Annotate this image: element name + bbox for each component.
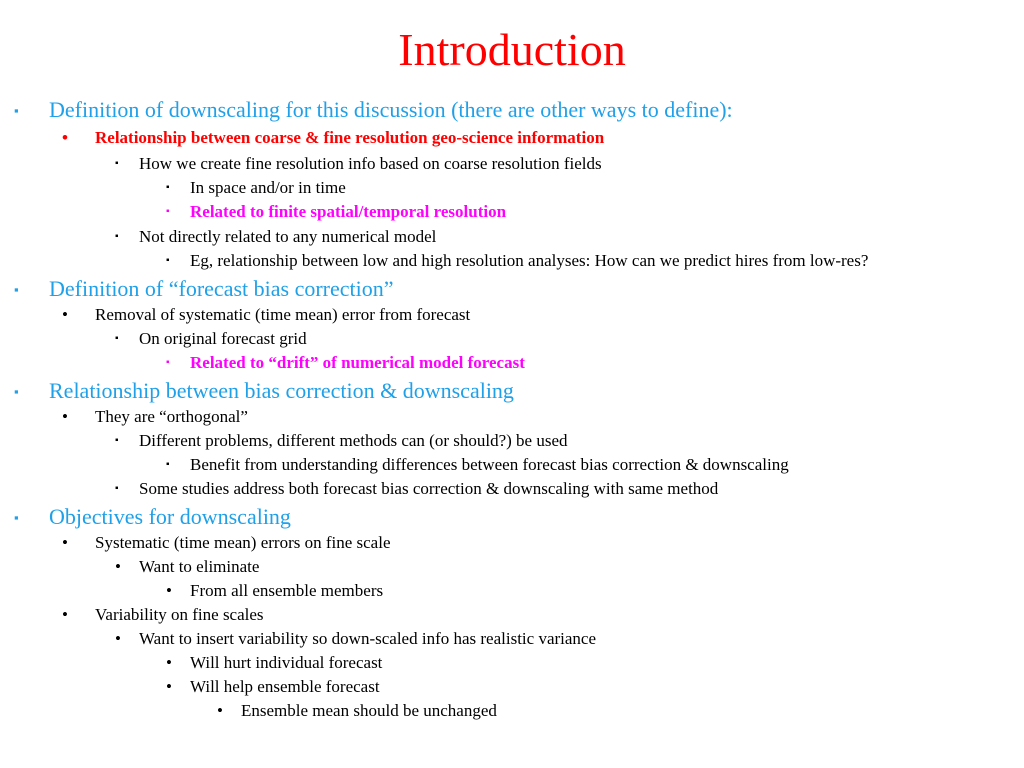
bullet-text: Want to eliminate <box>139 557 260 576</box>
dot-bullet-icon: • <box>62 305 68 324</box>
bullet-text: Not directly related to any numerical model <box>139 227 437 246</box>
square-bullet-icon: ▪ <box>166 206 170 217</box>
bullet-text: Removal of systematic (time mean) error from forecast <box>95 305 471 324</box>
bullet-text: Systematic (time mean) errors on fine scale <box>95 533 391 552</box>
square-bullet-icon: ▪ <box>115 435 119 446</box>
square-bullet-icon: ▪ <box>166 459 170 470</box>
dot-bullet-icon: • <box>166 581 172 600</box>
bullet-text: They are “orthogonal” <box>95 407 248 426</box>
bullet-text: Different problems, different methods can (or should?) be used <box>139 431 568 450</box>
bullet-text: Will help ensemble forecast <box>190 677 380 696</box>
bullet-text: Definition of “forecast bias correction” <box>49 276 394 301</box>
square-bullet-icon: ▪ <box>14 282 19 297</box>
dot-bullet-icon: • <box>115 629 121 648</box>
dot-bullet-icon: • <box>115 557 121 576</box>
bullet-text: In space and/or in time <box>190 178 346 197</box>
square-bullet-icon: ▪ <box>166 255 170 266</box>
bullet-text: Benefit from understanding differences between forecast bias correction & downscaling <box>190 455 789 474</box>
bullet-text: Some studies address both forecast bias correction & downscaling with same method <box>139 479 719 498</box>
bullet-text: Eg, relationship between low and high resolution analyses: How can we predict hires from low-res? <box>190 251 869 270</box>
square-bullet-icon: ▪ <box>115 231 119 242</box>
square-bullet-icon: ▪ <box>115 158 119 169</box>
bullet-text: From all ensemble members <box>190 581 384 600</box>
bullet-text: Objectives for downscaling <box>49 504 291 529</box>
square-bullet-icon: ▪ <box>14 510 19 525</box>
bullet-text: How we create fine resolution info based on coarse resolution fields <box>139 154 602 173</box>
dot-bullet-icon: • <box>217 701 223 720</box>
bullet-text: Variability on fine scales <box>95 605 264 624</box>
dot-bullet-icon: • <box>62 128 68 147</box>
bullet-text: Want to insert variability so down-scaled info has realistic variance <box>139 629 597 648</box>
bullet-text: Related to “drift” of numerical model forecast <box>190 353 525 372</box>
bullet-text: Ensemble mean should be unchanged <box>241 701 497 720</box>
bullet-text: Will hurt individual forecast <box>190 653 383 672</box>
square-bullet-icon: ▪ <box>14 103 19 118</box>
square-bullet-icon: ▪ <box>166 182 170 193</box>
bullet-text: Relationship between bias correction & downscaling <box>49 378 514 403</box>
dot-bullet-icon: • <box>166 653 172 672</box>
square-bullet-icon: ▪ <box>115 333 119 344</box>
dot-bullet-icon: • <box>166 677 172 696</box>
square-bullet-icon: ▪ <box>115 483 119 494</box>
bullet-text: Relationship between coarse & fine resolution geo-science information <box>95 128 605 147</box>
dot-bullet-icon: • <box>62 533 68 552</box>
bullet-text: Related to finite spatial/temporal resolution <box>190 202 507 221</box>
square-bullet-icon: ▪ <box>14 384 19 399</box>
slide-title: Introduction <box>398 24 626 75</box>
bullet-text: On original forecast grid <box>139 329 307 348</box>
dot-bullet-icon: • <box>62 605 68 624</box>
dot-bullet-icon: • <box>62 407 68 426</box>
square-bullet-icon: ▪ <box>166 357 170 368</box>
bullet-text: Definition of downscaling for this discussion (there are other ways to define): <box>49 97 733 122</box>
